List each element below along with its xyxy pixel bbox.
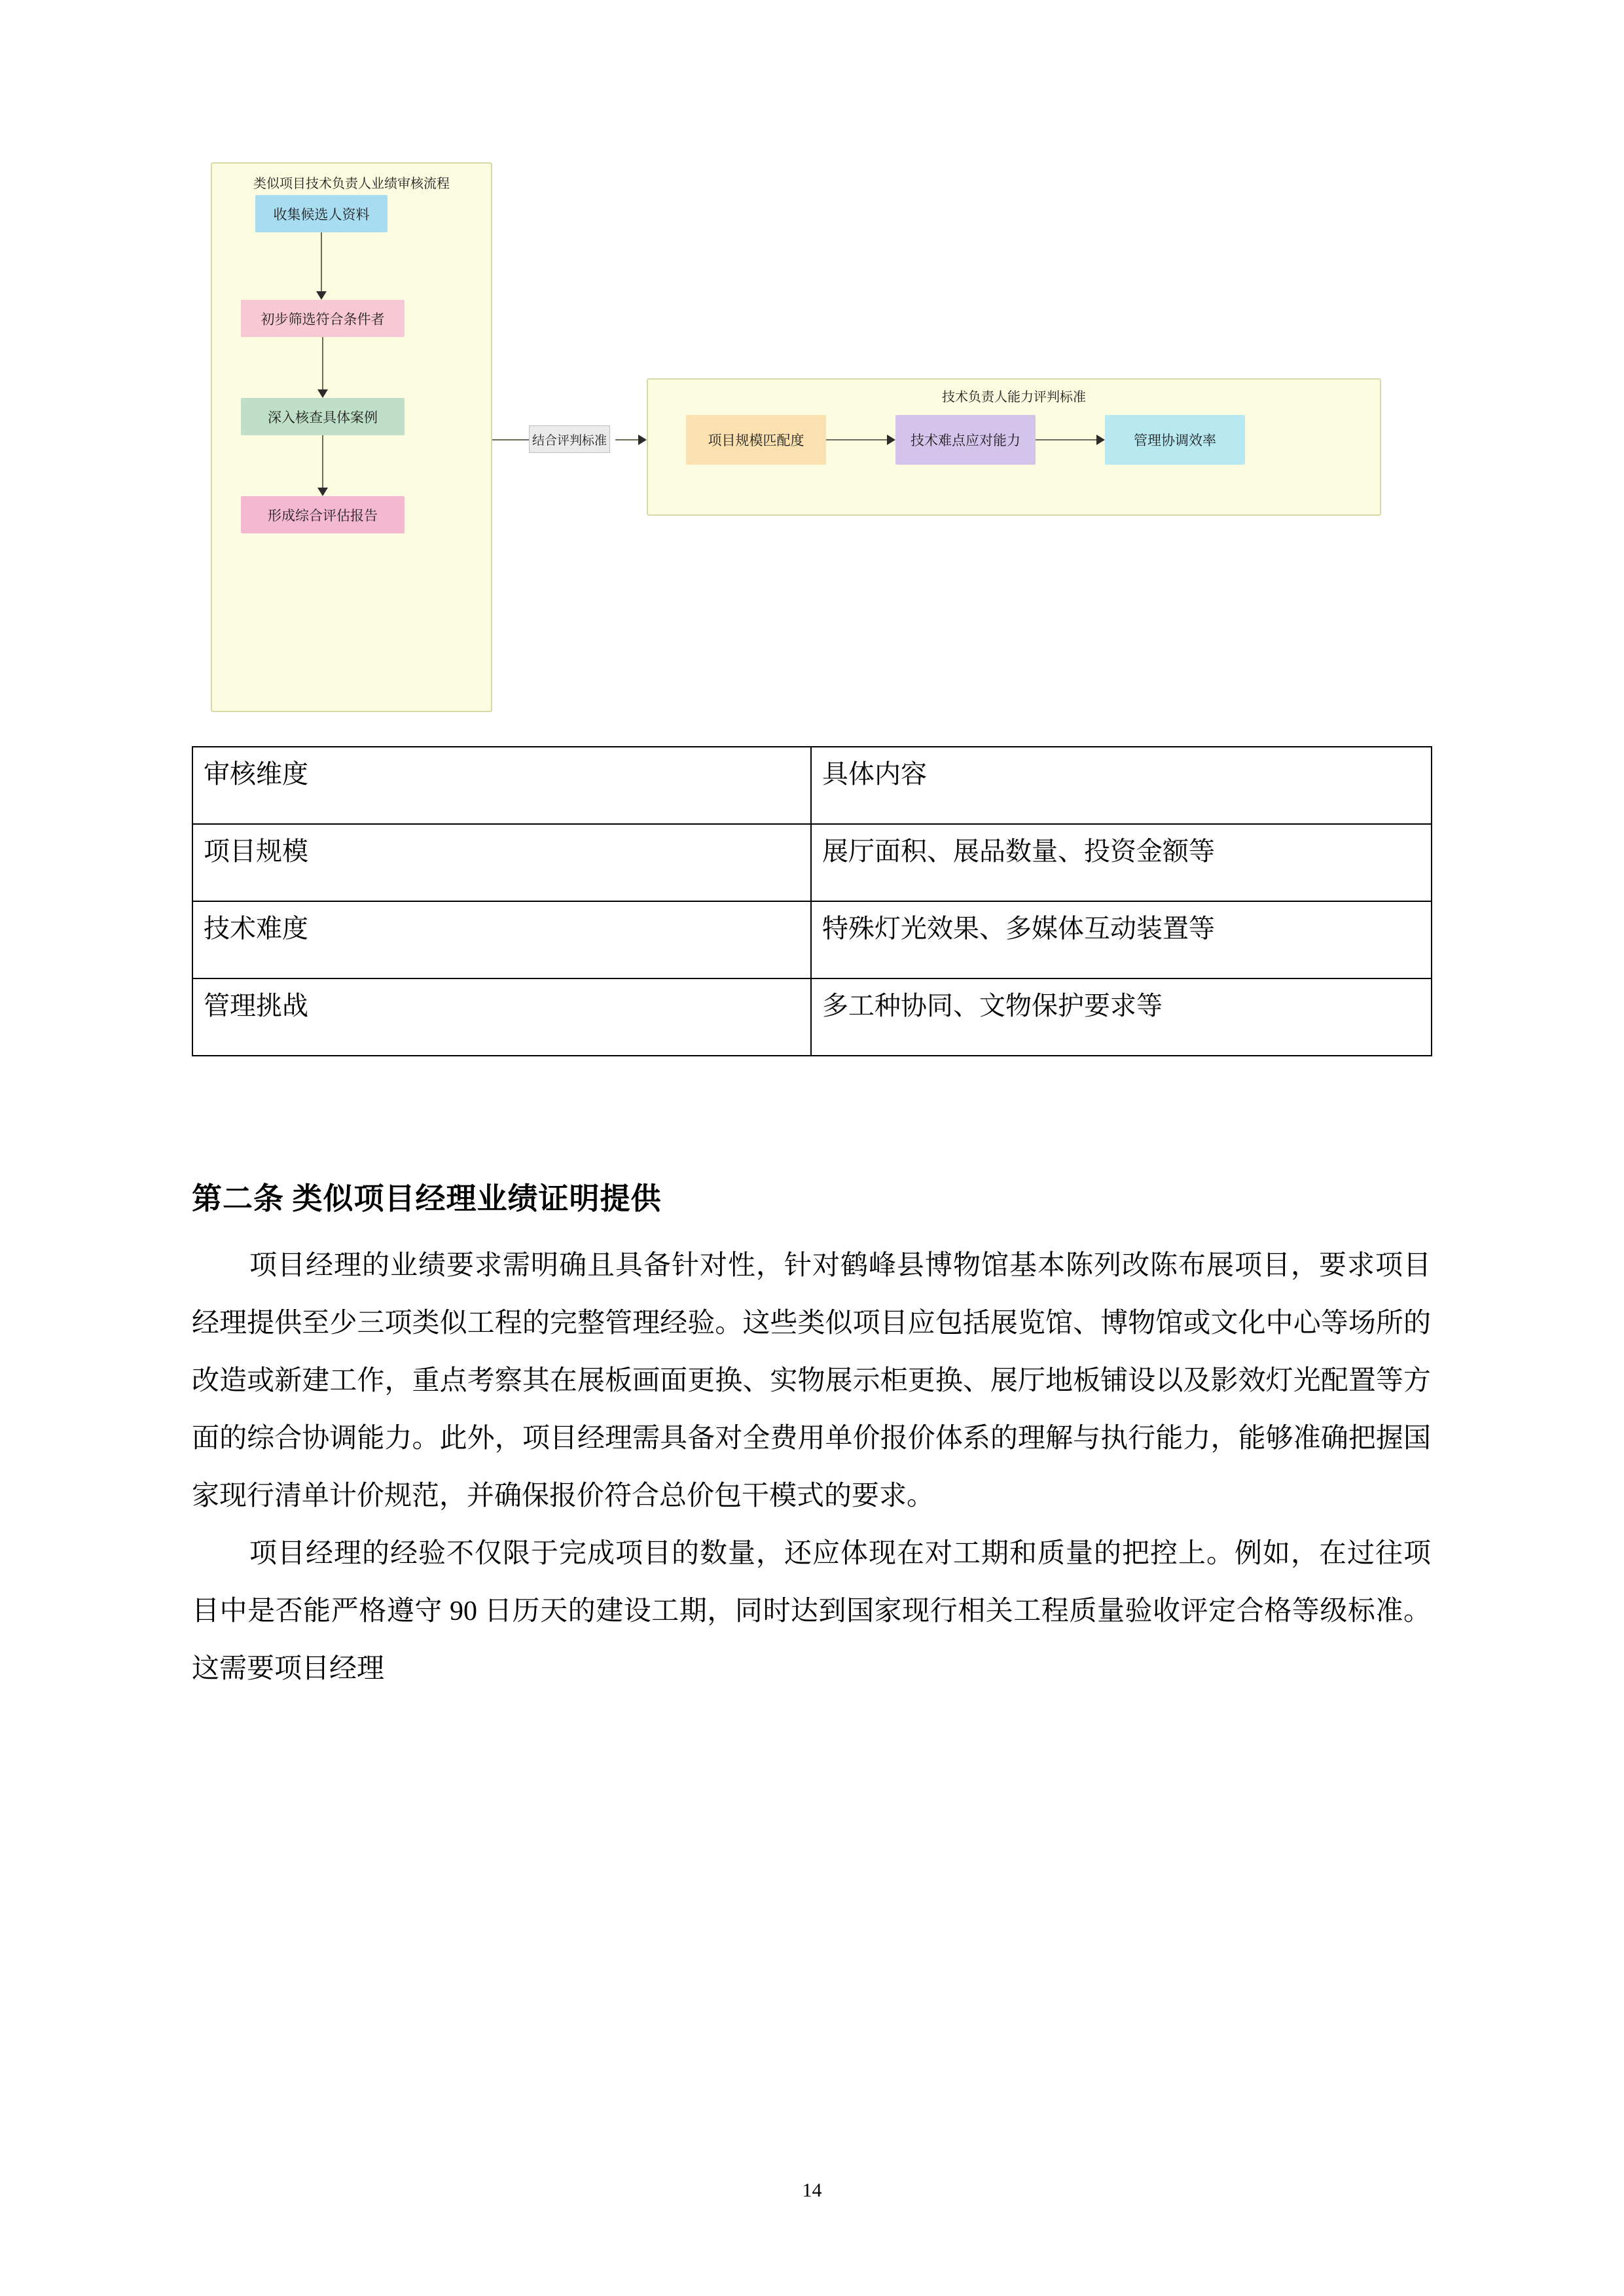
- flow-connector-line-left: [492, 439, 530, 440]
- document-body: [192, 1178, 1431, 1698]
- table-cell-content: 特殊灯光效果、多媒体互动装置等: [811, 901, 1432, 978]
- body-paragraph-1: 项目经理的业绩要求需明确且具备针对性，针对鹤峰县博物馆基本陈列改陈布展项目，要求项目经理提供至少三项类似工程的完整管理经验。这些类似项目应包括展览馆、博物馆或文化中心等场所的改造或新建工作，重点考察其在展板画面更换、实物展示柜更换、展厅地板铺设以及影效灯光配置等方面的综合协调能力。此外，项目经理需具备对全费用单价报价体系的理解与执行能力，能够准确把握国家现行清单计价规范，并确保报价符合总价包干模式的要求。: [192, 1251, 1431, 1511]
- audit-dimension-table: [192, 746, 1432, 1056]
- flowchart-figure: [0, 0, 1624, 720]
- section-heading: 第二条 类似项目经理业绩证明提供: [192, 1182, 662, 1215]
- flow-arrow-down-1: [321, 232, 322, 292]
- flow-arrow-right-2: [1036, 439, 1097, 440]
- table-cell-dimension: 技术难度: [192, 901, 811, 978]
- table-cell-dimension: 管理挑战: [192, 978, 811, 1056]
- flowchart-left-panel: [211, 162, 492, 712]
- flow-arrow-down-2: [322, 337, 323, 390]
- page-number: 14: [802, 2179, 822, 2201]
- flow-node-collect-candidate-data: 收集候选人资料: [255, 195, 388, 232]
- table-cell-content: 展厅面积、展品数量、投资金额等: [811, 824, 1432, 901]
- flow-node-deep-case-verification: 深入核查具体案例: [241, 398, 405, 435]
- flow-node-management-coordination-efficiency: 管理协调效率: [1105, 415, 1245, 465]
- table-header-dimension: 审核维度: [192, 747, 811, 824]
- table-cell-content: 多工种协同、文物保护要求等: [811, 978, 1432, 1056]
- flow-connector-label: 结合评判标准: [529, 425, 610, 453]
- table-cell-dimension: 项目规模: [192, 824, 811, 901]
- flow-connector-arrow-right: [615, 439, 639, 440]
- flow-node-technical-difficulty-capability: 技术难点应对能力: [895, 415, 1036, 465]
- right-panel-title: 技术负责人能力评判标准: [942, 390, 1086, 404]
- left-panel-title: 类似项目技术负责人业绩审核流程: [253, 177, 450, 191]
- table-row: [192, 901, 1432, 978]
- flow-arrow-right-1: [826, 439, 888, 440]
- table-header-row: [192, 747, 1432, 824]
- table-header-content: 具体内容: [811, 747, 1432, 824]
- table-row: [192, 824, 1432, 901]
- flow-node-preliminary-screening: 初步筛选符合条件者: [241, 300, 405, 337]
- table-row: [192, 978, 1432, 1056]
- flow-node-comprehensive-report: 形成综合评估报告: [241, 496, 405, 533]
- flow-node-project-scale-match: 项目规模匹配度: [686, 415, 826, 465]
- flow-arrow-down-3: [322, 435, 323, 488]
- body-paragraph-2: 项目经理的经验不仅限于完成项目的数量，还应体现在对工期和质量的把控上。例如，在过往项目中是否能严格遵守 90 日历天的建设工期，同时达到国家现行相关工程质量验收评定合格等级标准。这需要项目经理: [192, 1539, 1431, 1684]
